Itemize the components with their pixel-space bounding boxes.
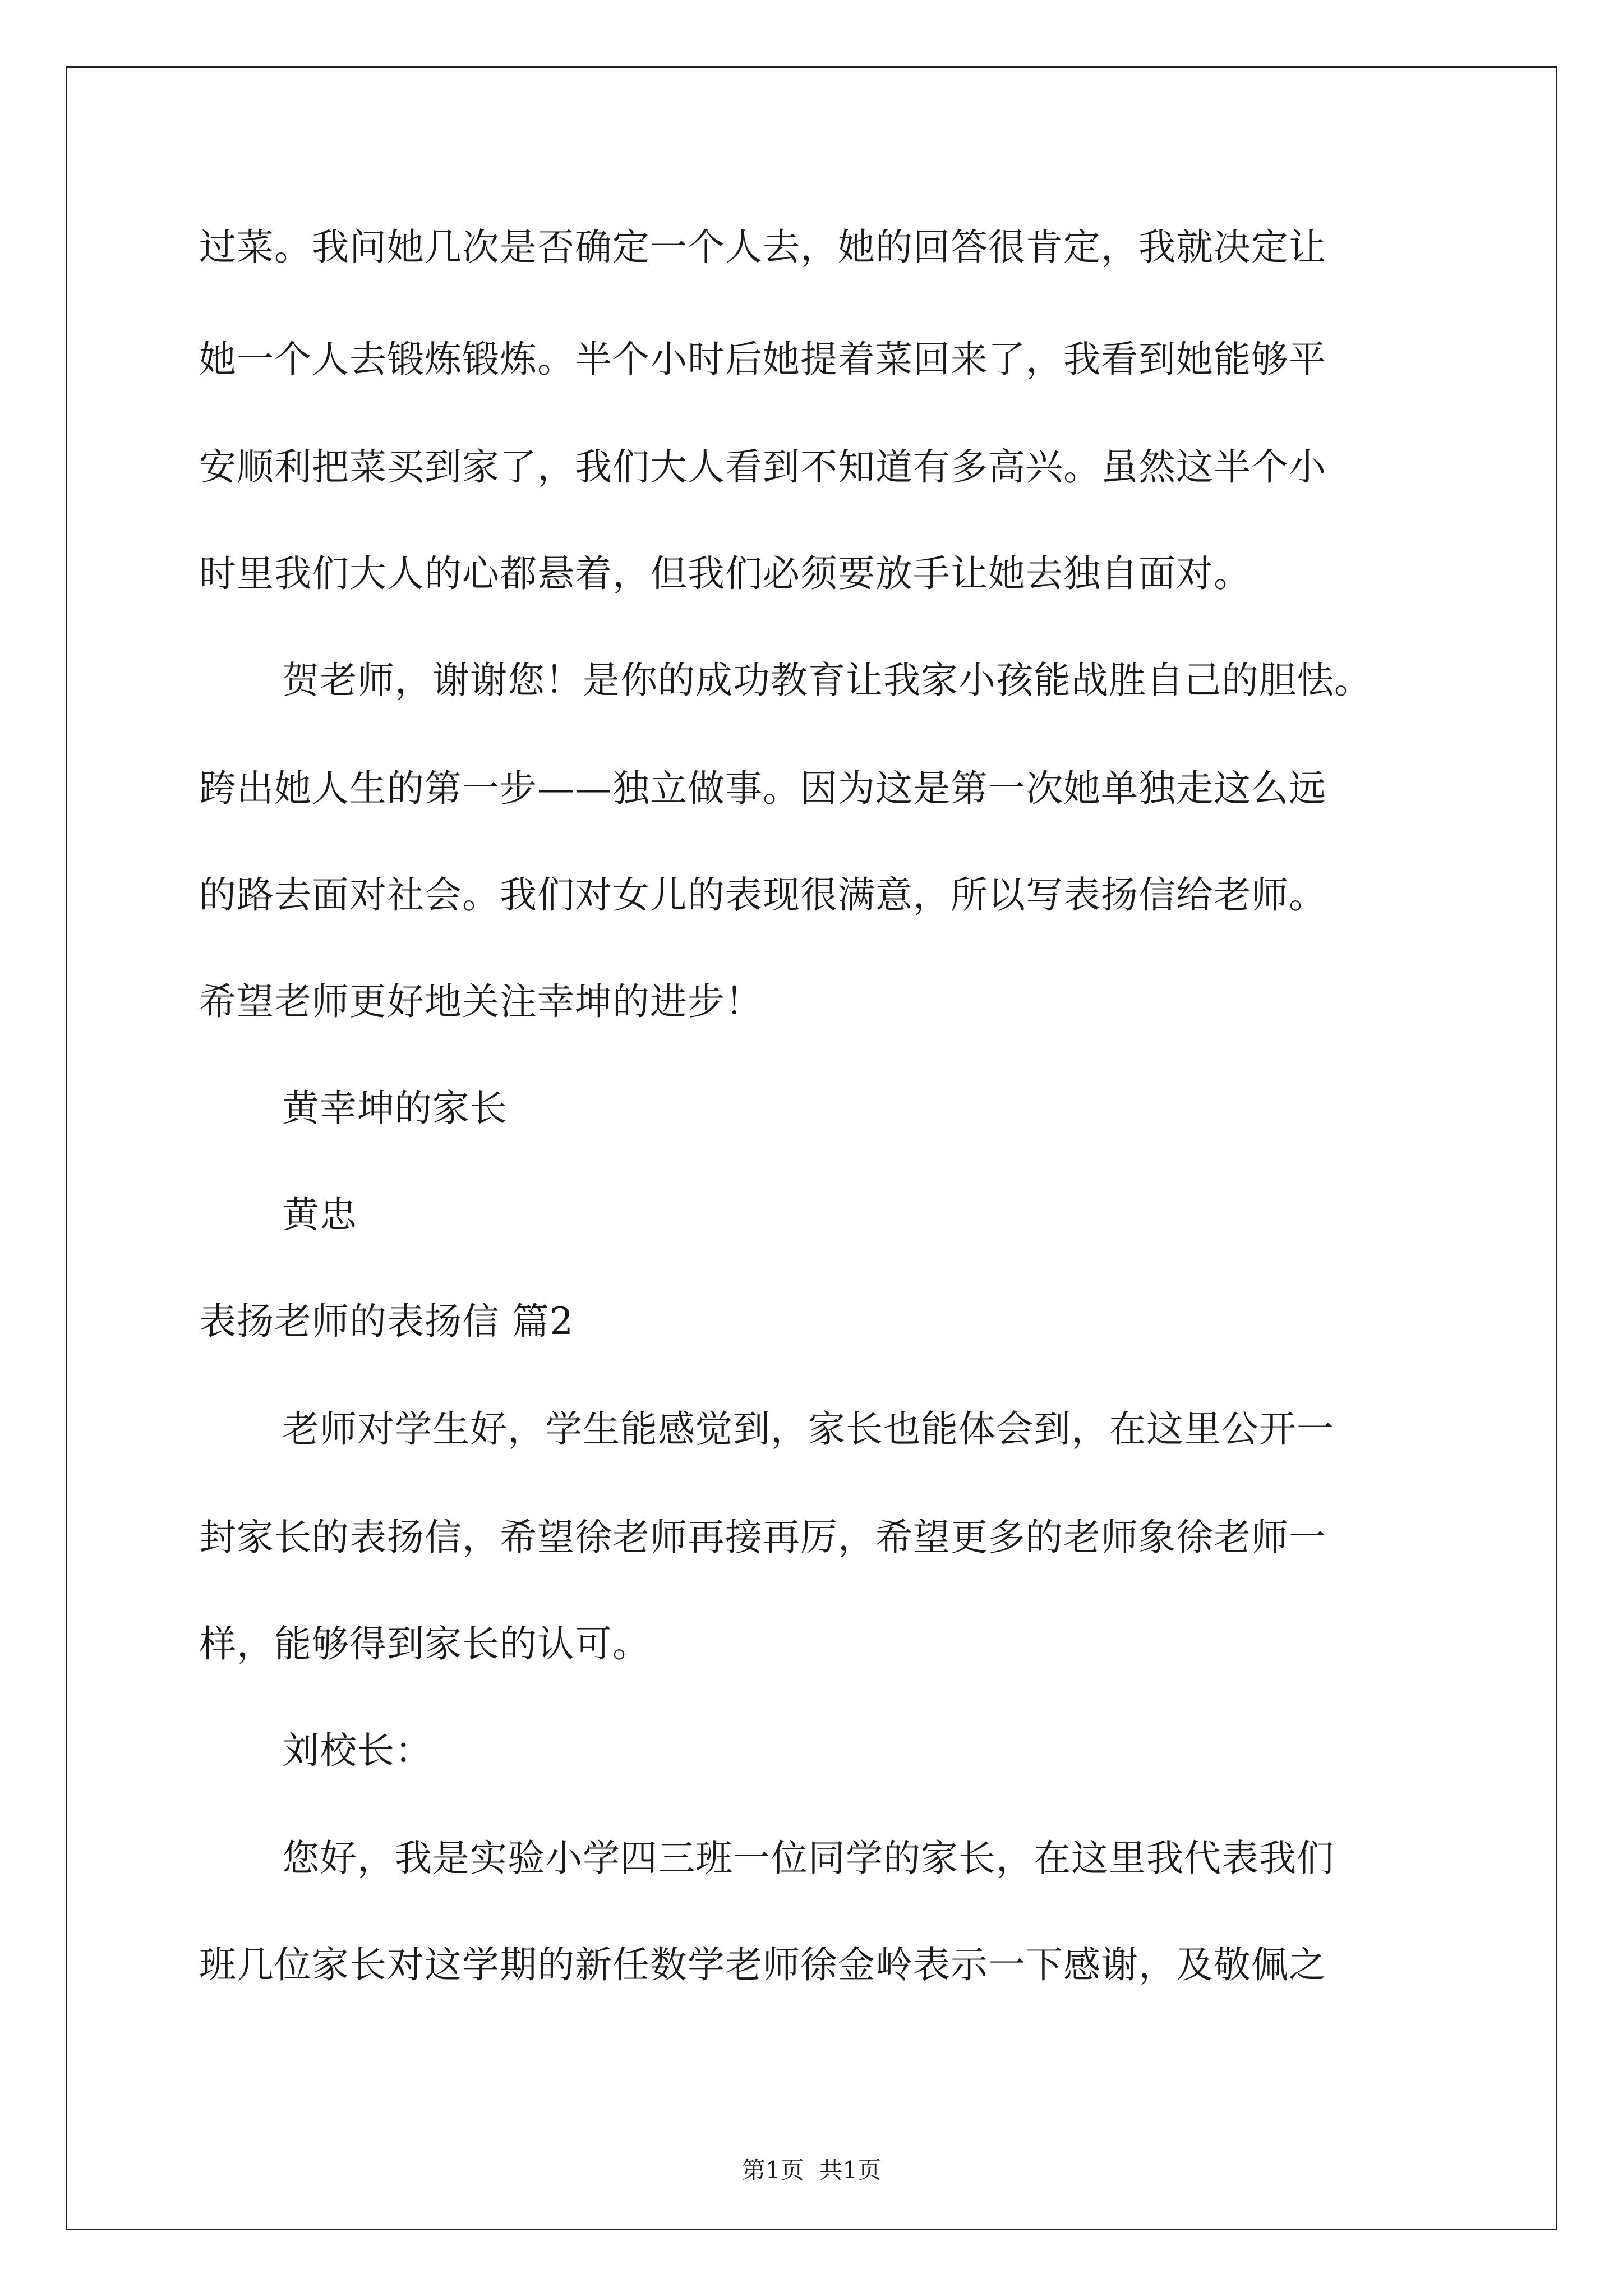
page-footer: 第1页 共1页	[741, 2156, 882, 2184]
text-line: 样，能够得到家长的认可。	[199, 1622, 650, 1665]
text-line: 过菜。我问她几次是否确定一个人去，她的回答很肯定，我就决定让	[199, 226, 1326, 269]
text-line: 希望老师更好地关注幸坤的进步！	[199, 980, 763, 1023]
text-line: 安顺利把菜买到家了，我们大人看到不知道有多高兴。虽然这半个小	[199, 445, 1326, 489]
text-line: 封家长的表扬信，希望徐老师再接再厉，希望更多的老师象徐老师一	[199, 1516, 1326, 1559]
page-border	[66, 66, 1557, 2230]
text-line: 老师对学生好，学生能感觉到，家长也能体会到，在这里公开一	[282, 1407, 1334, 1451]
text-line: 班几位家长对这学期的新任数学老师徐金岭表示一下感谢，及敬佩之	[199, 1943, 1326, 1986]
signature-name: 黄忠	[282, 1193, 357, 1236]
text-line: 的路去面对社会。我们对女儿的表现很满意，所以写表扬信给老师。	[199, 873, 1326, 917]
text-line: 您好，我是实验小学四三班一位同学的家长，在这里我代表我们	[282, 1837, 1334, 1880]
text-line: 时里我们大人的心都悬着，但我们必须要放手让她去独自面对。	[199, 552, 1251, 595]
text-line: 她一个人去锻炼锻炼。半个小时后她提着菜回来了，我看到她能够平	[199, 338, 1326, 381]
signature-line: 黄幸坤的家长	[282, 1087, 508, 1130]
text-line: 贺老师，谢谢您！是你的成功教育让我家小孩能战胜自己的胆怯。	[282, 659, 1372, 702]
salutation: 刘校长：	[282, 1729, 432, 1772]
text-line: 跨出她人生的第一步——独立做事。因为这是第一次她单独走这么远	[199, 767, 1326, 810]
section-title: 表扬老师的表扬信 篇2	[199, 1300, 574, 1343]
